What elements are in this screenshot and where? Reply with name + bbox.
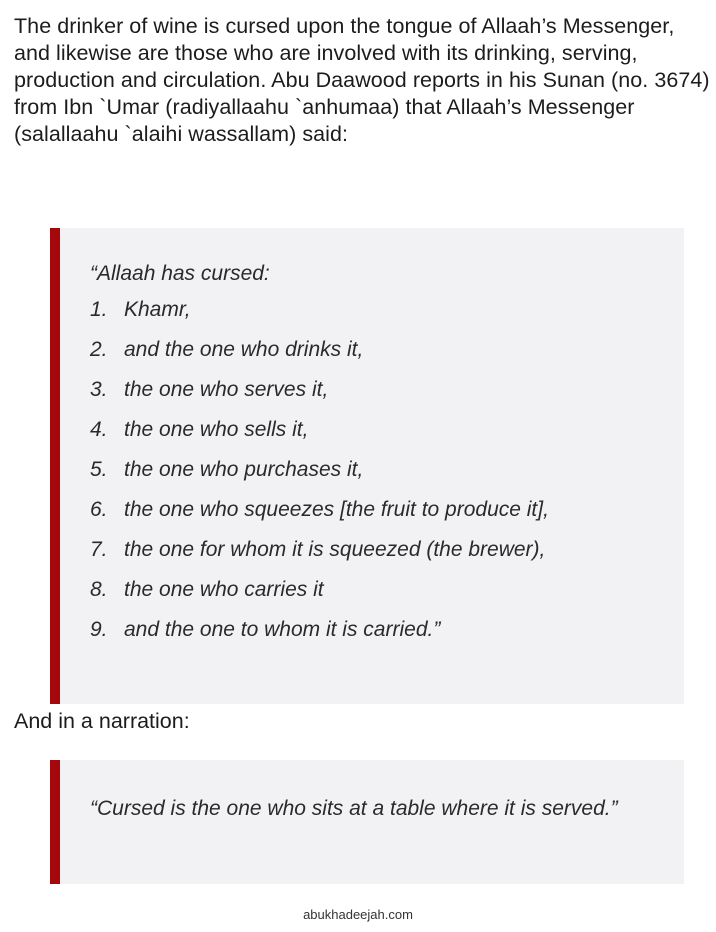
list-number: 7. bbox=[90, 538, 108, 561]
list-item bbox=[90, 498, 549, 538]
list-text: Khamr, bbox=[124, 298, 191, 321]
list-text: the one who carries it bbox=[124, 578, 324, 601]
list-item bbox=[90, 338, 549, 378]
list-number: 3. bbox=[90, 378, 108, 401]
list-item bbox=[90, 418, 549, 458]
list-number: 5. bbox=[90, 458, 108, 481]
list-item bbox=[90, 378, 549, 418]
list-item bbox=[90, 458, 549, 498]
list-item bbox=[90, 578, 549, 618]
list-item bbox=[90, 538, 549, 578]
list-text: the one who serves it, bbox=[124, 378, 329, 401]
curse-list bbox=[90, 298, 549, 658]
blockquote-narration bbox=[50, 760, 684, 884]
source-watermark: abukhadeejah.com bbox=[303, 907, 413, 922]
list-text: and the one who drinks it, bbox=[124, 338, 364, 361]
list-number: 1. bbox=[90, 298, 108, 321]
list-text: the one who sells it, bbox=[124, 418, 309, 441]
quote-intro: “Allaah has cursed: bbox=[90, 262, 270, 285]
list-number: 8. bbox=[90, 578, 108, 601]
intro-paragraph: The drinker of wine is cursed upon the tongue of Allaah’s Messenger, and likewise are those who are involved with its drinking, serving, production and circulation. Abu Daawood reports in his Sunan (no. 3674) from Ibn `Umar (radiyallaahu `anhumaa) that Allaah’s Messenger (salallaahu `alaihi wassallam) said: bbox=[14, 14, 710, 146]
list-item bbox=[90, 618, 549, 658]
list-text: the one who purchases it, bbox=[124, 458, 364, 481]
list-text: the one who squeezes [the fruit to produce it], bbox=[124, 498, 549, 521]
list-number: 2. bbox=[90, 338, 108, 361]
list-item bbox=[90, 298, 549, 338]
narration-quote-text: “Cursed is the one who sits at a table where it is served.” bbox=[90, 797, 618, 820]
list-text: the one for whom it is squeezed (the brewer), bbox=[124, 538, 546, 561]
list-number: 6. bbox=[90, 498, 108, 521]
list-number: 4. bbox=[90, 418, 108, 441]
list-number: 9. bbox=[90, 618, 108, 641]
blockquote-curses bbox=[50, 228, 684, 704]
list-text: and the one to whom it is carried.” bbox=[124, 618, 441, 641]
narration-label: And in a narration: bbox=[14, 709, 190, 733]
